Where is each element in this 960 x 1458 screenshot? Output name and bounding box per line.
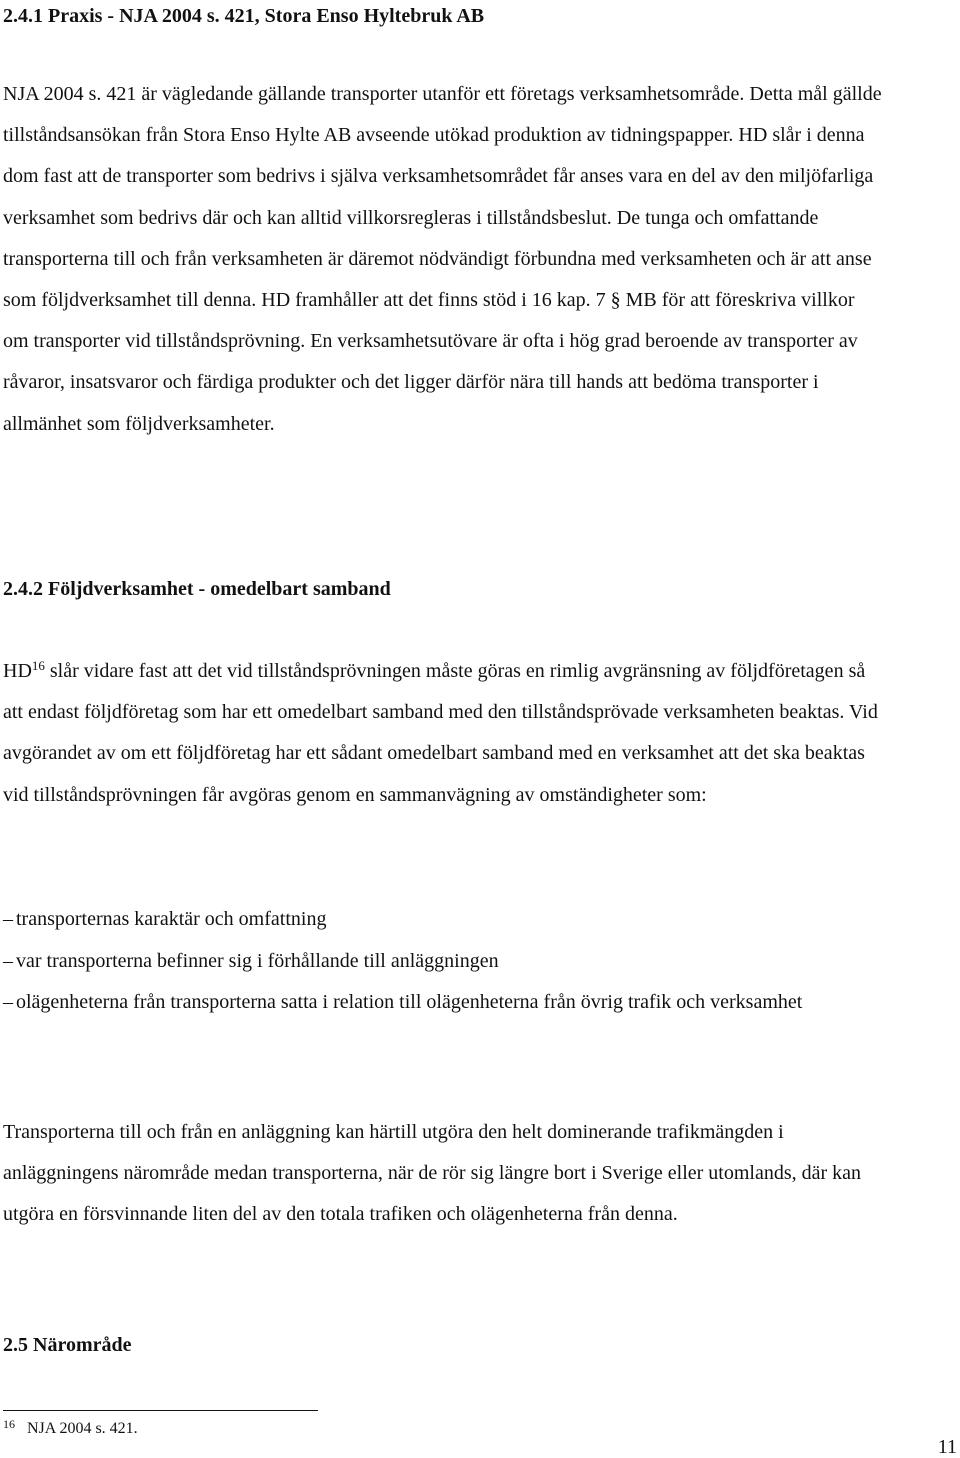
dash-bullet: –: [3, 949, 13, 972]
list-item: [3, 941, 883, 983]
criteria-list: [3, 899, 883, 1024]
section-heading-2-4-1: 2.4.1 Praxis - NJA 2004 s. 421, Stora Enso Hyltebruk AB: [3, 5, 485, 27]
paragraph-transporter: Transporterna till och från en anläggning kan härtill utgöra den helt dominerande trafikmängden i anläggningens närområde medan transporterna, när de rör sig längre bort i Sverige eller utomlands, där kan utgöra en försvinnande liten del av den totala trafiken och olägenheterna från denna.: [3, 1121, 862, 1226]
section-heading-2-4-2: 2.4.2 Följdverksamhet - omedelbart samband: [3, 578, 391, 600]
footnote-text: NJA 2004 s. 421.: [27, 1420, 138, 1437]
list-item-text: var transporterna befinner sig i förhållande till anläggningen: [16, 949, 499, 972]
section-heading-2-5: 2.5 Närområde: [3, 1334, 132, 1356]
list-item: [3, 982, 883, 1024]
list-item: [3, 899, 883, 941]
dash-bullet: –: [3, 908, 13, 930]
list-item-text: olägenheterna från transporterna satta i relation till olägenheterna från övrig trafik och verksamhet: [16, 991, 803, 1013]
dash-bullet: –: [3, 991, 13, 1013]
page-number: 11: [937, 1436, 957, 1458]
paragraph-lead: HD: [3, 660, 32, 682]
footnote-reference: 16: [31, 658, 45, 673]
paragraph-praxis: NJA 2004 s. 421 är vägledande gällande transporter utanför ett företags verksamhetsområde. Detta mål gällde tillståndsansökan från Stora Enso Hylte AB avseende utökad produktion av tidningspapper. HD slår i denna dom fast att de transporter som bedrivs i själva verksamhetsområdet får anses vara en del av den miljöfarliga verksamhet som bedrivs där och kan alltid villkorsregleras i tillståndsbeslut. De tunga och omfattande transporterna till och från verksamheten är däremot nödvändigt förbundna med verksamheten och är att anse som följdverksamhet till denna. HD framhåller att det finns stöd i 16 kap. 7 § MB för att föreskriva villkor om transporter vid tillståndsprövning. En verksamhetsutövare är ofta i hög grad beroende av transporter av råvaror, insatsvaror och färdiga produkter och det ligger därför nära till hands att bedöma transporter i allmänhet som följdverksamheter.: [3, 83, 882, 435]
paragraph-body: slår vidare fast att det vid tillståndsprövningen måste göras en rimlig avgränsning av följdföretagen så att endast följdföretag som har ett omedelbart samband med den tillståndsprövade verksamheten beaktas. Vid avgörandet av om ett följdföretag har ett sådant omedelbart samband med en verksamhet att det ska beaktas vid tillståndsprövningen får avgöras genom en sammanvägning av omständigheter som:: [3, 660, 878, 806]
list-item-text: transporternas karaktär och omfattning: [16, 908, 327, 930]
footnote-number: 16: [3, 1417, 15, 1431]
footnote: [3, 1414, 138, 1439]
paragraph-foljdverksamhet: [3, 651, 883, 816]
footnote-divider: [3, 1410, 318, 1411]
